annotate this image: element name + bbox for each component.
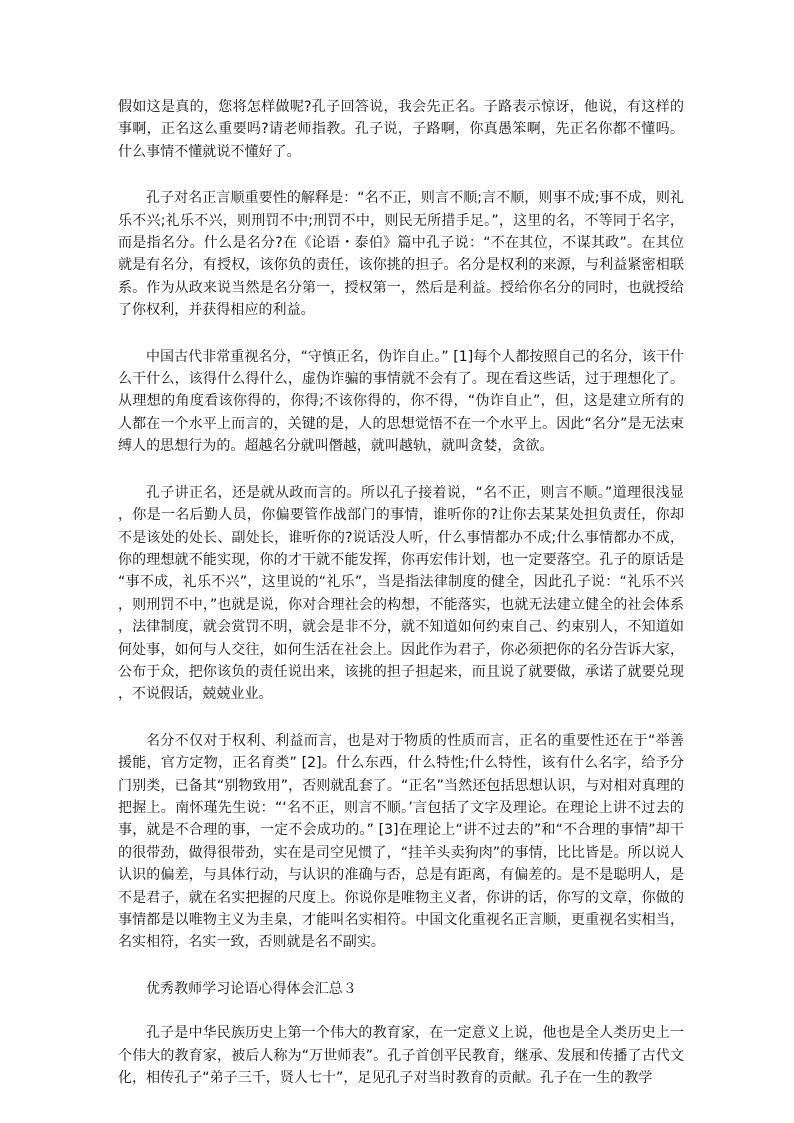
section-heading: 优秀教师学习论语心得体会汇总３ [146,980,357,997]
paragraph-5: 名分不仅对于权利、利益而言，也是对于物质的性质而言，正名的重要性还在于“举善援能，官方定物，正名育类” [2]。什么东西，什么特性;什么特性，该有什么名字，给予分门别类，已备其“别物致用”，否则就乱套了。“正名”当然还包括思想认识，与对相对真理的把握上。南怀瑾先生说：“‘名不正，则言不顺。’言包括了文字及理论。在理论上讲不过去的事，就是不合理的事，一定不会成功的。” [3]在理论上“讲不过去的”和“不合理的事情”却干的很带劲，做得很带劲，实在是司空见惯了，“挂羊头卖狗肉”的事情，比比皆是。所以说人认识的偏差，与具体行动，与认识的准确与否，总是有距离，有偏差的。是不是聪明人，是不是君子，就在名实把握的尺度上。你说你是唯物主义者，你讲的话，你写的文章，你做的事情都是以唯物主义为圭臬，才能叫名实相符。中国文化重视名正言顺，更重视名实相当，名实相符，名实一致，否则就是名不副实。 [118,732,684,951]
paragraph-4: 孔子讲正名，还是就从政而言的。所以孔子接着说，“名不正，则言不顺。”道理很浅显，你是一名后勤人员，你偏要管作战部门的事情，谁听你的?让你去某某处担负责任，你却不是该处的处长、副处长，谁听你的?说话没人听，什么事情都办不成;什么事情都办不成，你的理想就不能实现，你的才干就不能发挥，你再宏伟计划，也一定要落空。孔子的原话是“事不成，礼乐不兴”，这里说的“礼乐”，当是指法律制度的健全，因此孔子说：“礼乐不兴，则刑罚不中，”也就是说，你对合理社会的构想，不能落实，也就无法建立健全的社会体系，法律制度，就会赏罚不明，就会是非不分，就不知道如何约束自己、约束别人，不知道如何处事，如何与人交往，如何生活在社会上。因此作为君子，你必须把你的名分告诉大家，公布于众，把你该负的责任说出来，该挑的担子担起来，而且说了就要做，承诺了就要兑现，不说假话，兢兢业业。 [118,484,684,703]
paragraph-6: 孔子是中华民族历史上第一个伟大的教育家，在一定意义上说，他也是全人类历史上一个伟大的教育家，被后人称为“万世师表”。孔子首创平民教育，继承、发展和传播了古代文化，相传孔子“弟子三千，贤人七十”，足见孔子对当时教育的贡献。孔子在一生的教学 [118,1025,684,1087]
paragraph-2: 孔子对名正言顺重要性的解释是：“名不正，则言不顺;言不顺，则事不成;事不成，则礼乐不兴;礼乐不兴，则刑罚不中;刑罚不中，则民无所措手足。”，这里的名，不等同于名字，而是指名分。什么是名分?在《论语・泰伯》篇中孔子说：“不在其位，不谋其政”。在其位就是有名分，有授权，该你负的责任，该你挑的担子。名分是权利的来源，与利益紧密相联系。作为从政来说当然是名分第一，授权第一，然后是利益。授给你名分的同时，也就授给了你权利，并获得相应的利益。 [118,190,684,319]
paragraph-1: 假如这是真的，您将怎样做呢?孔子回答说，我会先正名。子路表示惊讶，他说，有这样的事啊，正名这么重要吗?请老师指教。孔子说，子路啊，你真愚笨啊，先正名你都不懂吗。什么事情不懂就说不懂好了。 [118,99,684,160]
document-body [118,96,684,1113]
paragraph-3: 中国古代非常重视名分，“守慎正名，伪诈自止。” [1]每个人都按照自己的名分，该干什么干什么，该得什么得什么，虚伪诈骗的事情就不会有了。现在看这些话，过于理想化了。从理想的角度看该你得的，你得;不该你得的，你不得，“伪诈自止”，但，这是建立所有的人都在一个水平上而言的，关键的是，人的思想觉悟不在一个水平上。因此“名分”是无法束缚人的思想行为的。超越名分就叫僭越，就叫越轨，就叫贪婪，贪欲。 [118,348,684,455]
